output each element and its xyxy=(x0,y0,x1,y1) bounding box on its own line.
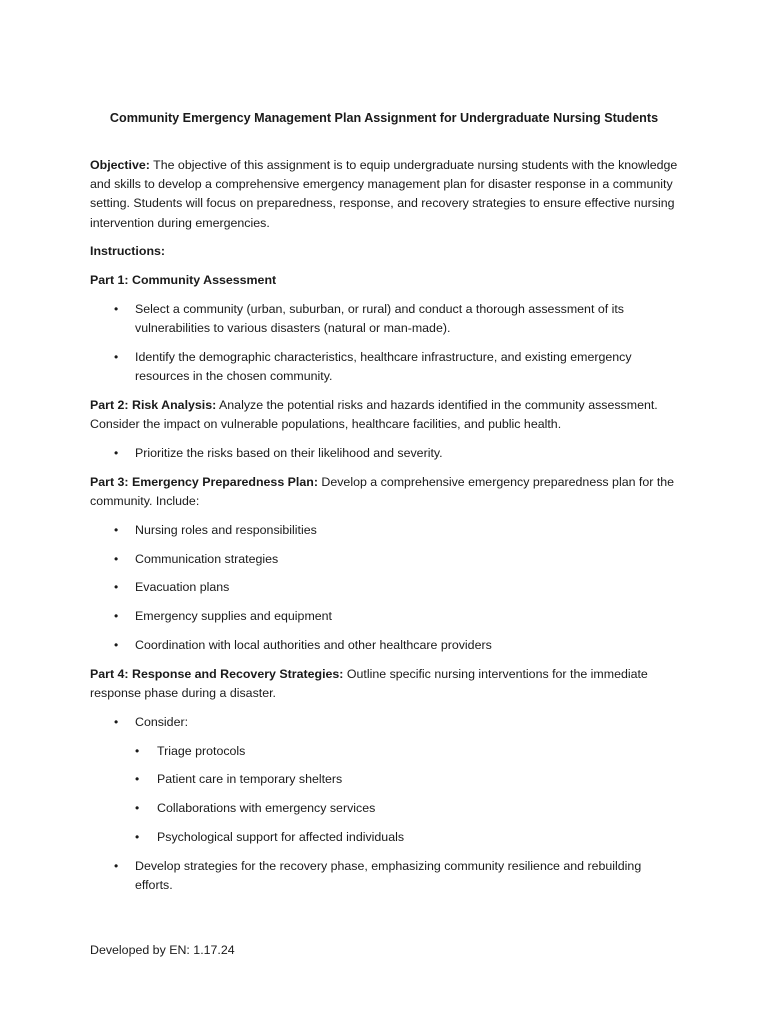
part1-heading: Part 1: Community Assessment xyxy=(90,273,277,288)
consider-label: Consider: xyxy=(135,714,189,729)
objective-paragraph xyxy=(90,156,680,233)
list-item-text: Identify the demographic characteristics, healthcare infrastructure, and existing emergency resources in the chosen community. xyxy=(135,350,632,384)
sub-list-item xyxy=(135,799,680,818)
part2-paragraph xyxy=(90,396,680,434)
list-item xyxy=(114,521,680,540)
bullet-icon: • xyxy=(114,302,119,316)
bullet-icon: • xyxy=(114,551,119,566)
list-item xyxy=(114,444,680,463)
list-item xyxy=(114,713,680,847)
part4-label: Part 4: Response and Recovery Strategies: xyxy=(90,666,344,681)
sub-list-item-text: Patient care in temporary shelters xyxy=(157,772,343,787)
part3-label: Part 3: Emergency Preparedness Plan: xyxy=(90,474,318,489)
list-item-text: Coordination with local authorities and other healthcare providers xyxy=(135,637,492,652)
part3-text: Develop a comprehensive emergency preparedness plan for the community. Include: xyxy=(90,474,675,508)
sub-list-item-text: Triage protocols xyxy=(157,743,246,758)
bullet-icon: • xyxy=(135,743,140,758)
list-item-text: Emergency supplies and equipment xyxy=(135,609,332,624)
list-item xyxy=(114,607,680,626)
bullet-icon: • xyxy=(114,637,119,652)
bullet-icon: • xyxy=(114,350,119,364)
part2-bullet-list xyxy=(90,444,680,463)
part2-label: Part 2: Risk Analysis: xyxy=(90,398,217,412)
part4-text: Outline specific nursing interventions for the immediate response phase during a disaster. xyxy=(90,666,648,700)
bullet-icon: • xyxy=(114,522,119,537)
sub-list-item-text: Collaborations with emergency services xyxy=(157,801,376,816)
bullet-icon: • xyxy=(114,580,119,595)
sub-list-item xyxy=(135,742,680,761)
list-item xyxy=(114,348,680,386)
list-item xyxy=(114,300,680,338)
bullet-icon: • xyxy=(114,858,119,873)
instructions-heading: Instructions: xyxy=(90,244,166,259)
part3-bullet-list xyxy=(90,521,680,655)
list-item xyxy=(114,578,680,597)
bullet-icon: • xyxy=(114,446,119,460)
sub-list-item xyxy=(135,828,680,847)
list-item-text: Develop strategies for the recovery phase, emphasizing community resilience and rebuilding efforts. xyxy=(135,858,642,892)
list-item-text: Select a community (urban, suburban, or rural) and conduct a thorough assessment of its vulnerabilities to various disasters (natural or man-made). xyxy=(135,302,624,336)
consider-sub-list xyxy=(135,742,680,848)
bullet-icon: • xyxy=(135,829,140,844)
document-title: Community Emergency Management Plan Assignment for Undergraduate Nursing Students xyxy=(109,111,659,125)
part1-bullet-list xyxy=(90,300,680,386)
list-item xyxy=(114,550,680,569)
document-body xyxy=(90,156,680,905)
list-item xyxy=(114,636,680,655)
objective-text: The objective of this assignment is to equip undergraduate nursing students with the knowledge and skills to develop a comprehensive emergency management plan for disaster response in a community setting. Students will focus on preparedness, response, and recovery strategies to ensure effective nursing intervention during emergencies. xyxy=(90,158,678,230)
bullet-icon: • xyxy=(114,714,119,729)
sub-list-item-text: Psychological support for affected individuals xyxy=(157,829,405,844)
list-item-text: Evacuation plans xyxy=(135,580,230,595)
sub-list-item xyxy=(135,770,680,789)
bullet-icon: • xyxy=(135,801,140,816)
part2-text: Analyze the potential risks and hazards identified in the community assessment. Consider the impact on vulnerable populations, healthcare facilities, and public health. xyxy=(90,398,658,432)
part3-paragraph xyxy=(90,473,680,511)
document-footer: Developed by EN: 1.17.24 xyxy=(90,943,235,957)
objective-label: Objective: xyxy=(90,158,150,172)
bullet-icon: • xyxy=(135,772,140,787)
list-item xyxy=(114,857,680,895)
part4-paragraph xyxy=(90,665,680,703)
list-item-text: Communication strategies xyxy=(135,551,279,566)
part4-bullet-list xyxy=(90,713,680,895)
list-item-text: Nursing roles and responsibilities xyxy=(135,522,317,537)
bullet-icon: • xyxy=(114,609,119,624)
list-item-text: Prioritize the risks based on their likelihood and severity. xyxy=(135,446,443,460)
